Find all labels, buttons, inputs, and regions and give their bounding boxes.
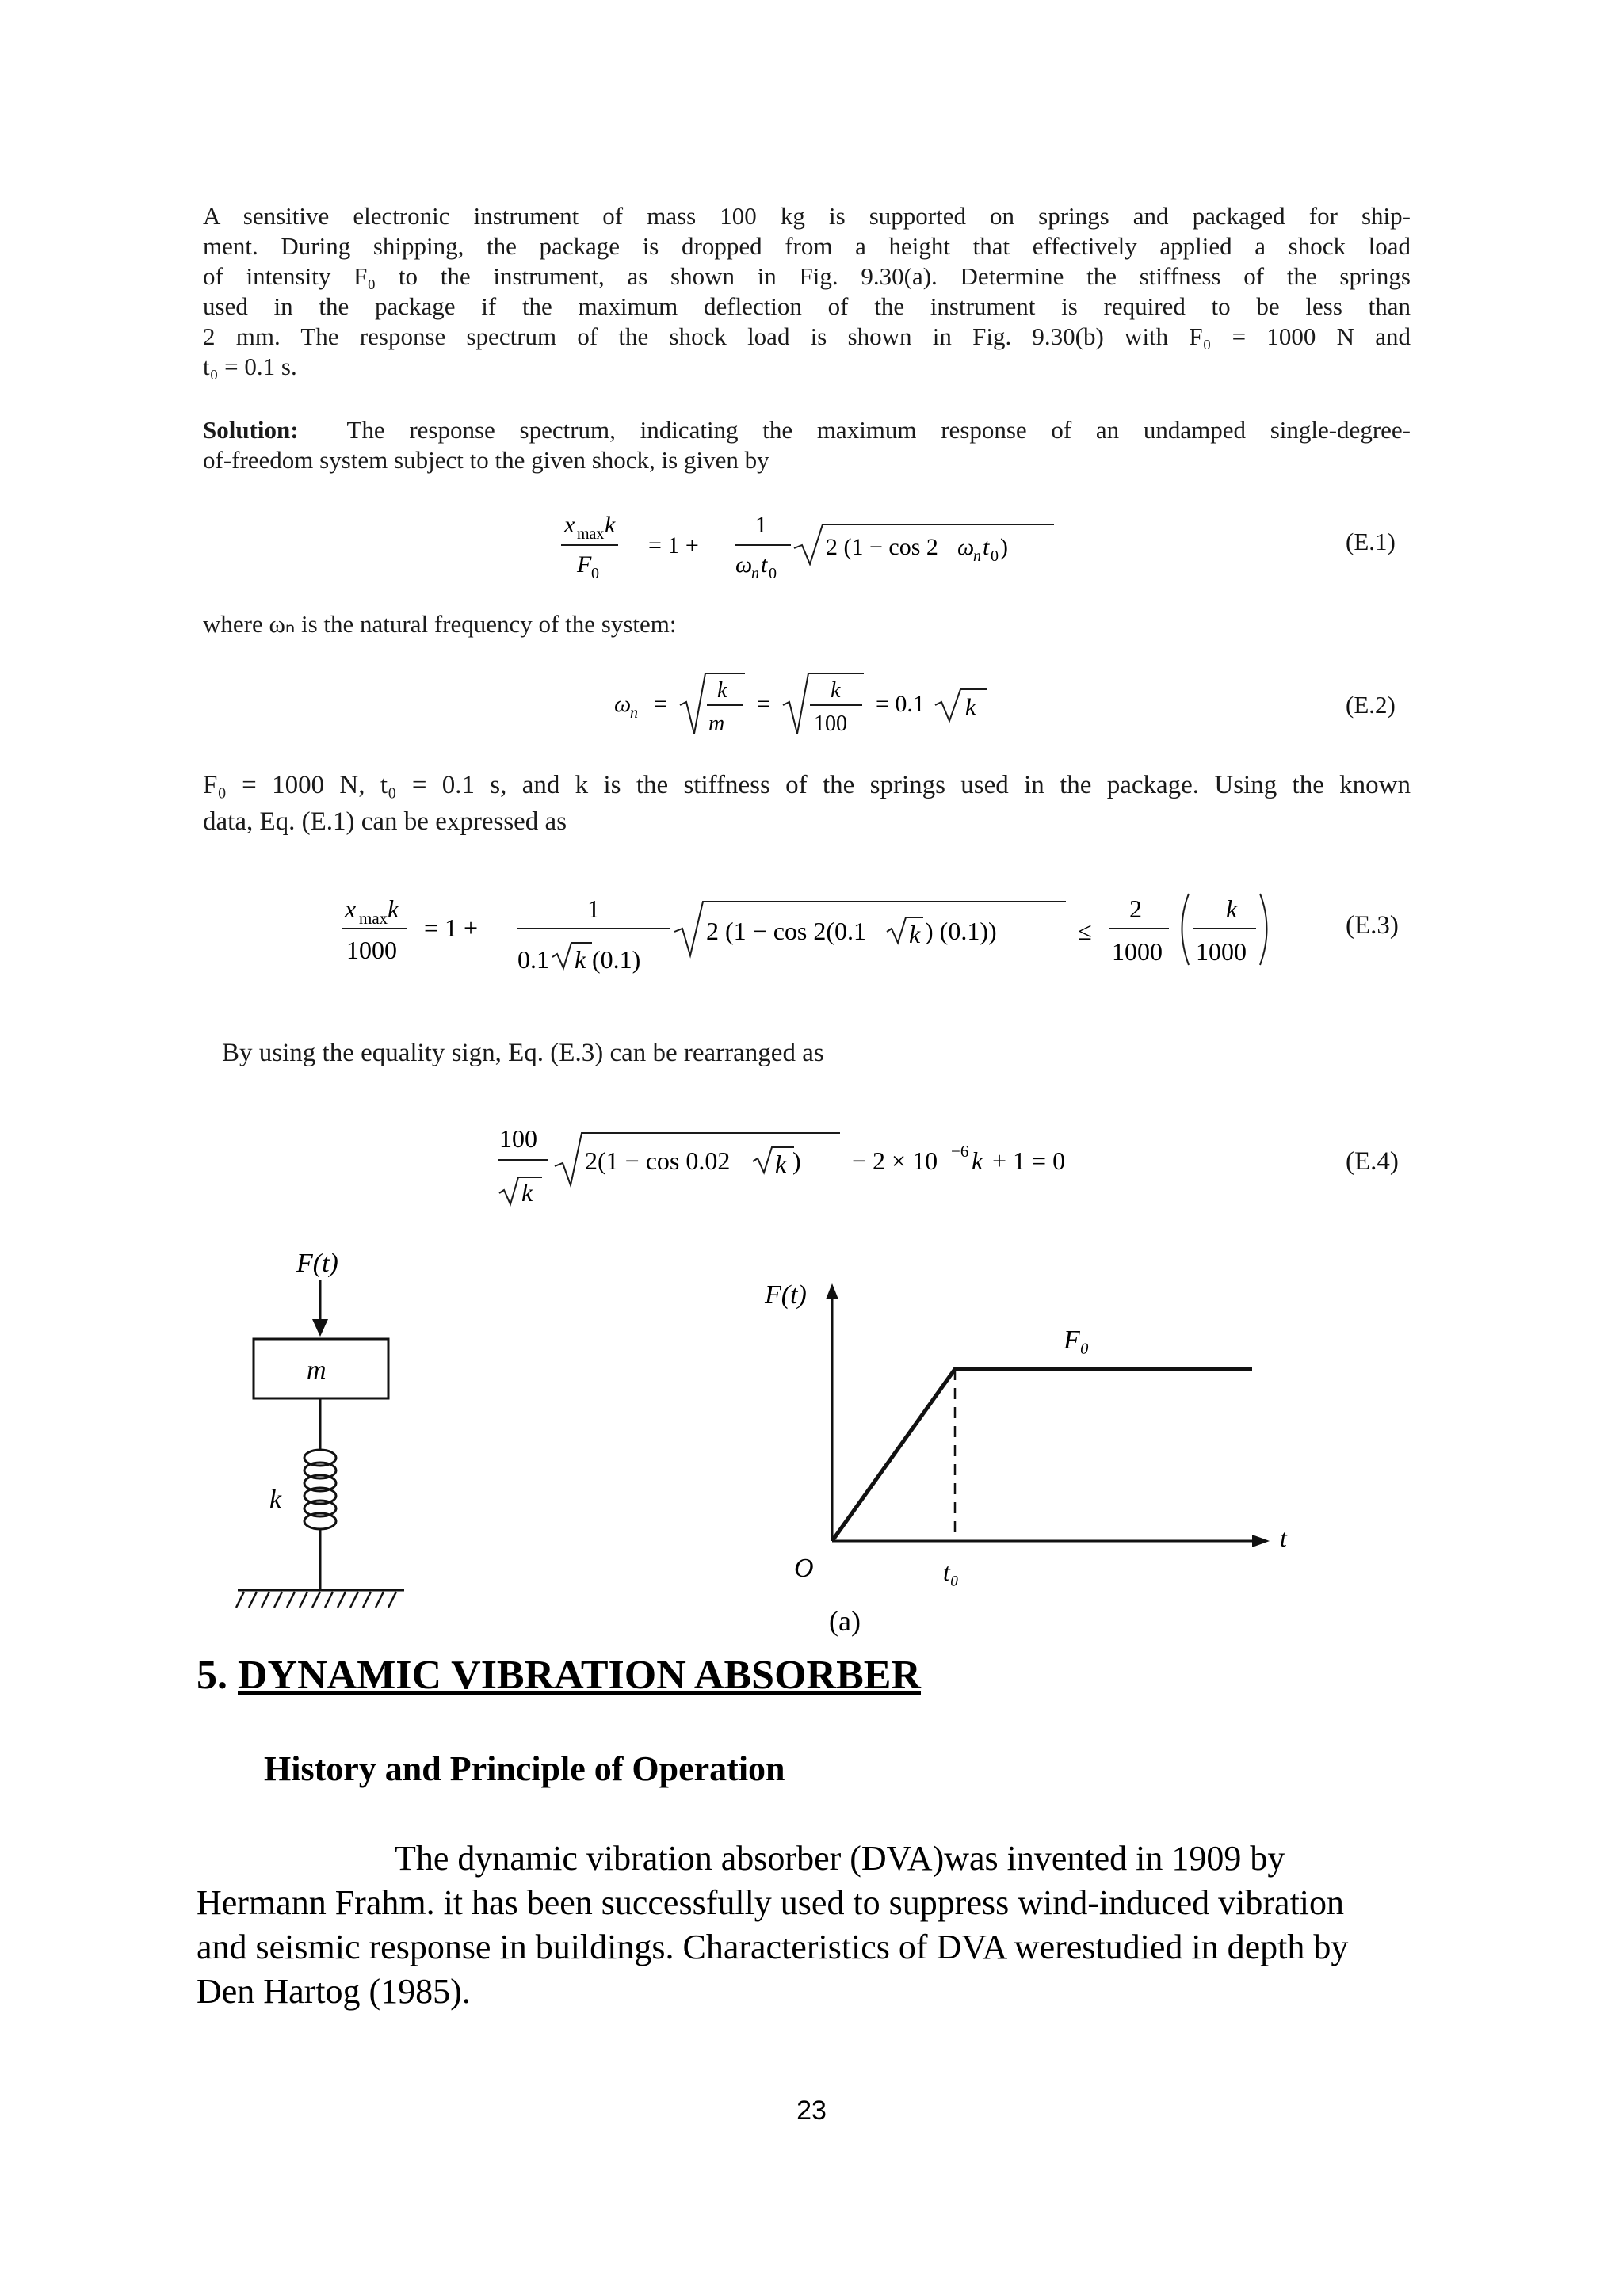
problem-statement	[203, 201, 1411, 382]
problem-line: of intensity F₀ to the instrument, as shown in Fig. 9.30(a). Determine the stiffness of the springs	[203, 262, 1411, 290]
svg-text:x: x	[564, 512, 575, 538]
equation-label-e4: (E.4)	[1346, 1147, 1399, 1176]
svg-text:1: 1	[755, 512, 767, 538]
equation-e4	[491, 1117, 1141, 1212]
problem-line: ment. During shipping, the package is dropped from a height that effectively applied a shock load	[203, 232, 1411, 260]
svg-text:ω: ω	[735, 551, 753, 578]
svg-text:n: n	[751, 565, 759, 582]
svg-text:0: 0	[991, 547, 999, 565]
rearrange-text: By using the equality sign, Eq. (E.3) can be rearranged as	[222, 1039, 824, 1067]
section-title: DYNAMIC VIBRATION ABSORBER	[238, 1653, 921, 1698]
svg-text:100: 100	[499, 1124, 537, 1153]
svg-text:m: m	[708, 711, 725, 736]
svg-text:k: k	[388, 894, 399, 923]
spring-label: k	[269, 1485, 282, 1514]
svg-text:F: F	[577, 551, 592, 578]
svg-text:1: 1	[587, 894, 600, 923]
spring-coil	[304, 1450, 336, 1529]
problem-line: A sensitive electronic instrument of mass 100 kg is supported on springs and packaged for ship-	[203, 202, 1411, 230]
force-label: F(t)	[296, 1249, 338, 1278]
f0-label: F₀	[1064, 1325, 1090, 1355]
force-time-graph	[753, 1268, 1308, 1640]
svg-text:− 2 × 10: − 2 × 10	[852, 1146, 938, 1175]
svg-text:1000: 1000	[1196, 937, 1247, 966]
svg-text:n: n	[973, 547, 981, 565]
svg-text:−6: −6	[951, 1142, 969, 1161]
svg-text:): )	[1000, 534, 1008, 560]
solution-text	[203, 415, 1411, 475]
mass-label: m	[307, 1356, 327, 1385]
section-subtitle: History and Principle of Operation	[264, 1749, 785, 1788]
svg-text:k: k	[605, 512, 616, 538]
svg-text:1000: 1000	[1112, 937, 1163, 966]
svg-text:= 1 +: = 1 +	[424, 913, 479, 942]
x-axis-label: t	[1280, 1524, 1287, 1552]
section-number: 5.	[197, 1653, 227, 1698]
y-axis-arrow	[826, 1283, 838, 1299]
svg-text:x: x	[345, 894, 357, 923]
svg-text:k: k	[775, 1150, 787, 1178]
solution-line-1: The response spectrum, indicating the maximum response of an undamped single-degree-	[346, 416, 1411, 444]
svg-text:max: max	[359, 909, 388, 928]
mass-spring-figure	[230, 1240, 428, 1620]
svg-text:=: =	[757, 691, 770, 717]
problem-line: t₀ = 0.1 s.	[203, 353, 297, 380]
force-curve	[832, 1369, 1252, 1541]
t0-label: t₀	[943, 1558, 960, 1586]
page-number: 23	[796, 2096, 827, 2126]
svg-text:ω: ω	[957, 534, 975, 560]
ground-hatch	[236, 1592, 396, 1608]
section-paragraph: The dynamic vibration absorber (DVA)was invented in 1909 by Hermann Frahm. it has been successfully used to suppress wind-induced vibration and seismic response in buildings. Characteristics of DVA werestudied in depth by Den Hartog (1985).	[197, 1839, 1349, 2011]
solution-label: Solution:	[203, 416, 299, 444]
equation-label-e1: (E.1)	[1346, 528, 1396, 555]
x-axis-arrow	[1252, 1535, 1270, 1547]
svg-text:ω: ω	[614, 691, 632, 717]
problem-line: used in the package if the maximum deflection of the instrument is required to be less than	[203, 292, 1411, 320]
svg-text:k: k	[575, 945, 586, 974]
svg-text:k: k	[717, 678, 727, 703]
svg-text:0: 0	[769, 565, 777, 582]
force-arrow-head	[312, 1319, 328, 1337]
svg-text:n: n	[630, 704, 638, 722]
svg-text:= 0.1: = 0.1	[876, 691, 925, 717]
svg-text:0: 0	[591, 565, 599, 582]
svg-text:t: t	[761, 551, 768, 578]
svg-text:+ 1 = 0: + 1 = 0	[992, 1146, 1066, 1175]
svg-text:2: 2	[1129, 894, 1142, 923]
svg-text:100: 100	[814, 711, 847, 736]
solution-line-2: of-freedom system subject to the given shock, is given by	[203, 446, 769, 474]
equation-e1	[555, 507, 1070, 582]
svg-text:=: =	[654, 691, 667, 717]
svg-text:k: k	[1226, 894, 1238, 923]
svg-text:k: k	[972, 1146, 983, 1175]
svg-text:): )	[792, 1146, 801, 1175]
svg-text:k: k	[831, 678, 841, 703]
svg-text:0.1: 0.1	[517, 945, 549, 974]
svg-text:k: k	[965, 694, 976, 720]
equation-label-e3: (E.3)	[1346, 911, 1399, 940]
problem-line: 2 mm. The response spectrum of the shock load is shown in Fig. 9.30(b) with F₀ = 1000 N and	[203, 322, 1411, 350]
svg-text:k: k	[909, 920, 921, 948]
section-heading	[197, 1652, 921, 1699]
svg-text:2 (1 − cos 2(0.1: 2 (1 − cos 2(0.1	[706, 917, 867, 945]
svg-text:(0.1): (0.1)	[592, 945, 641, 974]
figure-caption: (a)	[829, 1605, 861, 1637]
svg-text:t: t	[983, 534, 990, 560]
data-text: F₀ = 1000 N, t₀ = 0.1 s, and k is the stiffness of the springs used in the package. Using the known data, Eq. (E.1) can be expressed as	[203, 771, 1411, 836]
svg-text:2 (1 − cos 2: 2 (1 − cos 2	[826, 534, 938, 560]
svg-text:1000: 1000	[346, 936, 397, 964]
svg-text:2(1 − cos 0.02: 2(1 − cos 0.02	[585, 1146, 731, 1175]
svg-text:= 1 +: = 1 +	[648, 532, 699, 559]
svg-text:≤: ≤	[1078, 917, 1092, 945]
svg-text:max: max	[577, 525, 605, 543]
svg-text:) (0.1)): ) (0.1))	[925, 917, 997, 945]
equation-label-e2: (E.2)	[1346, 691, 1396, 719]
equation-e3	[337, 879, 1304, 982]
svg-text:k: k	[521, 1178, 533, 1207]
origin-label: O	[794, 1554, 814, 1583]
where-text: where ωₙ is the natural frequency of the system:	[203, 610, 677, 638]
y-axis-label: F(t)	[765, 1280, 807, 1310]
equation-e2	[610, 664, 1022, 743]
